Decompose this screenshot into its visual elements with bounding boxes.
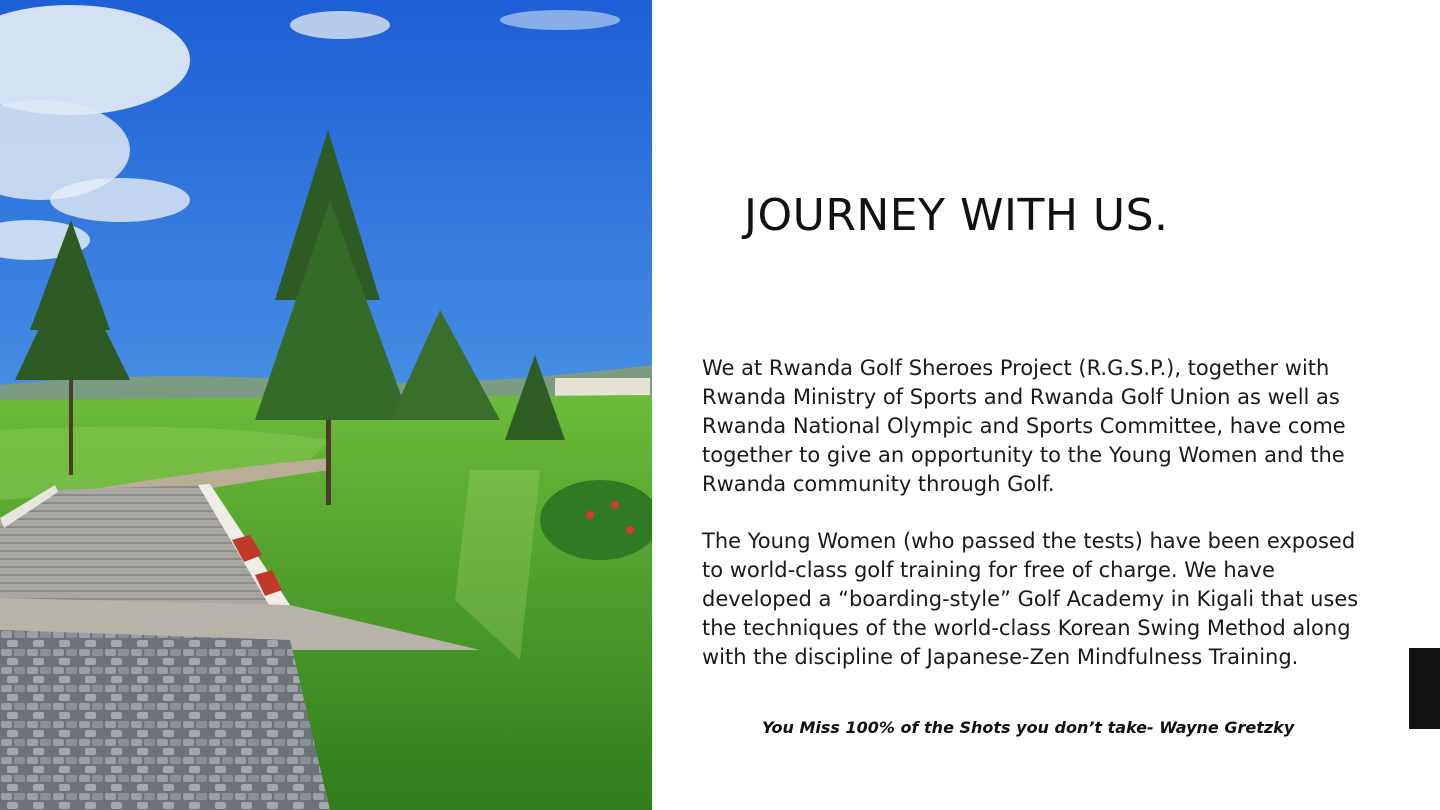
intro-paragraph: We at Rwanda Golf Sheroes Project (R.G.S.P.), together with Rwanda Ministry of Sports and Rwanda Golf Union as well as Rwanda National Olympic and Sports Committee, have come together to give an opportunity to the Young Women and the Rwanda community through Golf.: [702, 356, 1346, 496]
side-tab-marker: [1409, 648, 1440, 729]
quote: You Miss 100% of the Shots you don’t take- Wayne Gretzky: [762, 718, 1295, 737]
slide-title: JOURNEY WITH US.: [744, 190, 1169, 241]
academy-paragraph: The Young Women (who passed the tests) have been exposed to world-class golf training for free of charge. We have developed a “boarding-style” Golf Academy in Kigali that uses the techniques of the world-class Korean Swing Method along with the discipline of Japanese-Zen Mindfulness Training.: [702, 529, 1359, 669]
golf-course-photo: [0, 0, 652, 810]
